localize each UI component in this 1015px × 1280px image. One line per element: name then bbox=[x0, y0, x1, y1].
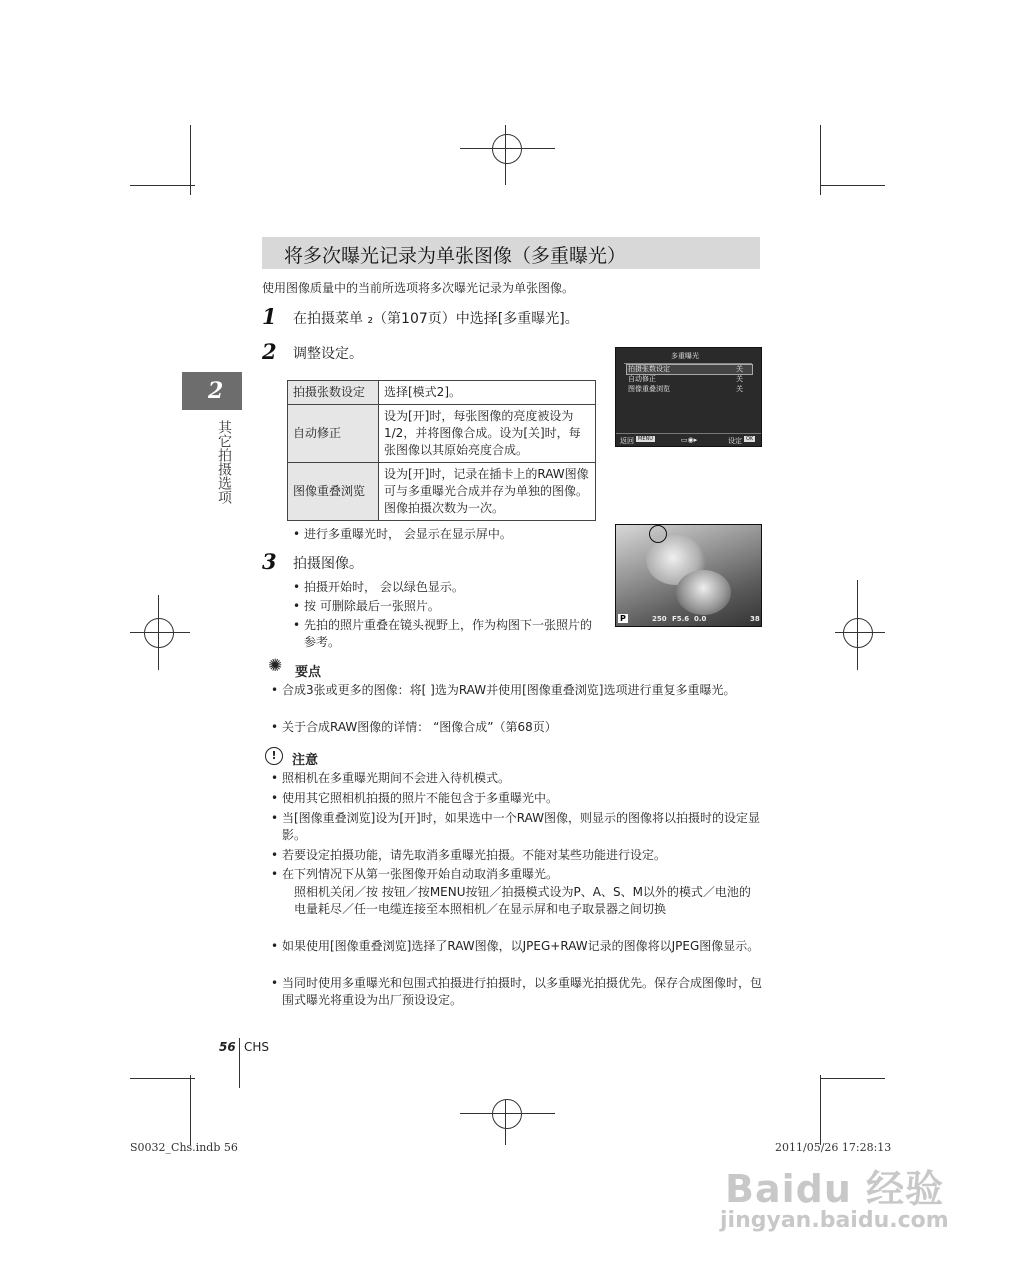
step-3-text: 拍摄图像。 bbox=[293, 556, 363, 572]
tips-heading: 要点 bbox=[295, 665, 322, 680]
table-row bbox=[288, 463, 596, 521]
caution-item: • 照相机在多重曝光期间不会进入待机模式。 bbox=[282, 770, 762, 787]
caution-item: • 如果使用[图像重叠浏览]选择了RAW图像，以JPEG+RAW记录的图像将以JPEG图像显示。 bbox=[282, 938, 762, 955]
watermark-brand: Baidu 经验 bbox=[725, 1167, 945, 1211]
camera-ev: 0.0 bbox=[694, 615, 707, 623]
camera-menu-back-key: MENU bbox=[638, 436, 653, 442]
setting-value: 设为[开]时，每张图像的亮度被设为1/2，并将图像合成。设为[关]时，每张图像以其原始亮度合成。 bbox=[379, 405, 596, 463]
setting-key: 拍摄张数设定 bbox=[288, 381, 379, 405]
step-3-number: 3 bbox=[262, 549, 277, 574]
footer-file: S0032_Chs.indb 56 bbox=[130, 1141, 238, 1154]
camera-menu-set-key: OK bbox=[746, 436, 754, 442]
camera-shutter: 250 bbox=[652, 615, 667, 623]
camera-mode: P bbox=[620, 614, 626, 623]
step-1-number: 1 bbox=[262, 304, 277, 329]
watermark-url: jingyan.baidu.com bbox=[720, 1208, 949, 1233]
tips-item: • 合成3张或更多的图像：将[ ]选为RAW并使用[图像重叠浏览]选项进行重复多重曝光。 bbox=[282, 682, 762, 699]
page-number: 56 bbox=[219, 1040, 236, 1054]
step-3-bullet: • 拍摄开始时， 会以绿色显示。 bbox=[304, 579, 604, 596]
step-3-bullet: • 先拍的照片重叠在镜头视野上，作为构图下一张照片的参考。 bbox=[304, 617, 602, 651]
setting-key: 图像重叠浏览 bbox=[288, 463, 379, 521]
step-2-number: 2 bbox=[262, 339, 277, 364]
chapter-number: 2 bbox=[208, 378, 224, 404]
step-3-bullet: • 按 可删除最后一张照片。 bbox=[304, 598, 604, 615]
camera-menu-row-value: 关 bbox=[736, 375, 743, 383]
chapter-label: 其它拍摄选项 bbox=[216, 420, 232, 504]
step-2-note: • 进行多重曝光时， 会显示在显示屏中。 bbox=[304, 526, 604, 543]
caution-item: • 若要设定拍摄功能，请先取消多重曝光拍摄。不能对某些功能进行设定。 bbox=[282, 847, 762, 864]
table-row bbox=[288, 405, 596, 463]
footer-timestamp: 2011/05/26 17:28:13 bbox=[775, 1141, 892, 1154]
page-lang: CHS bbox=[244, 1040, 270, 1054]
cancel-conditions: 照相机关闭／按 按钮／按MENU按钮／拍摄模式设为P、A、S、M以外的模式／电池的电量耗尽／任一电缆连接至本照相机／在显示屏和电子取景器之间切换 bbox=[294, 885, 751, 916]
table-row bbox=[288, 381, 596, 405]
camera-shot-count: 38 bbox=[750, 615, 760, 623]
camera-menu-row-label: 图像重叠浏览 bbox=[628, 385, 670, 393]
tips-item: • 关于合成RAW图像的详情： “图像合成”（第68页） bbox=[282, 719, 762, 736]
chapter-tab bbox=[182, 372, 242, 410]
camera-menu-row-value: 关 bbox=[736, 385, 743, 393]
caution-item: • 当[图像重叠浏览]设为[开]时，如果选中一个RAW图像，则显示的图像将以拍摄时的设定显影。 bbox=[282, 810, 762, 844]
camera-menu-title: 多重曝光 bbox=[671, 352, 699, 360]
caution-item: • 使用其它照相机拍摄的照片不能包含于多重曝光中。 bbox=[282, 790, 762, 807]
intro-text: 使用图像质量中的当前所选项将多次曝光记录为单张图像。 bbox=[262, 281, 575, 295]
step-2-text: 调整设定。 bbox=[293, 346, 363, 362]
caution-icon: ! bbox=[265, 747, 283, 765]
camera-menu-row-label: 自动修正 bbox=[628, 375, 656, 383]
caution-item: • 当同时使用多重曝光和包围式拍摄进行拍摄时，以多重曝光拍摄优先。保存合成图像时，包围式曝光将重设为出厂预设设定。 bbox=[282, 975, 762, 1009]
camera-menu-screen bbox=[615, 347, 762, 447]
cautions-heading: 注意 bbox=[292, 753, 319, 768]
camera-menu-set: 设定 bbox=[728, 437, 742, 445]
section-title-bar bbox=[262, 237, 760, 269]
camera-menu-row-value: 关 bbox=[736, 365, 743, 373]
camera-menu-back: 返回 bbox=[620, 437, 634, 445]
caution-item: • 在下列情况下从第一张图像开始自动取消多重曝光。 bbox=[282, 866, 762, 883]
camera-menu-nav-icon: ▭◉▸ bbox=[681, 436, 698, 444]
camera-aperture: F5.6 bbox=[672, 615, 690, 623]
camera-menu-row-label: 拍摄张数设定 bbox=[628, 365, 670, 373]
section-title: 将多次曝光记录为单张图像（多重曝光） bbox=[284, 245, 627, 267]
setting-key: 自动修正 bbox=[288, 405, 379, 463]
settings-table bbox=[287, 380, 596, 521]
lightbulb-icon: ✺ bbox=[268, 656, 283, 676]
camera-live-view bbox=[615, 524, 762, 627]
step-1-text: 在拍摄菜单 ₂（第107页）中选择[多重曝光]。 bbox=[293, 311, 579, 327]
setting-value: 选择[模式2]。 bbox=[379, 381, 596, 405]
multi-exposure-icon bbox=[649, 525, 667, 543]
setting-value: 设为[开]时，记录在插卡上的RAW图像可与多重曝光合成并存为单独的图像。图像拍摄次数为一次。 bbox=[379, 463, 596, 521]
